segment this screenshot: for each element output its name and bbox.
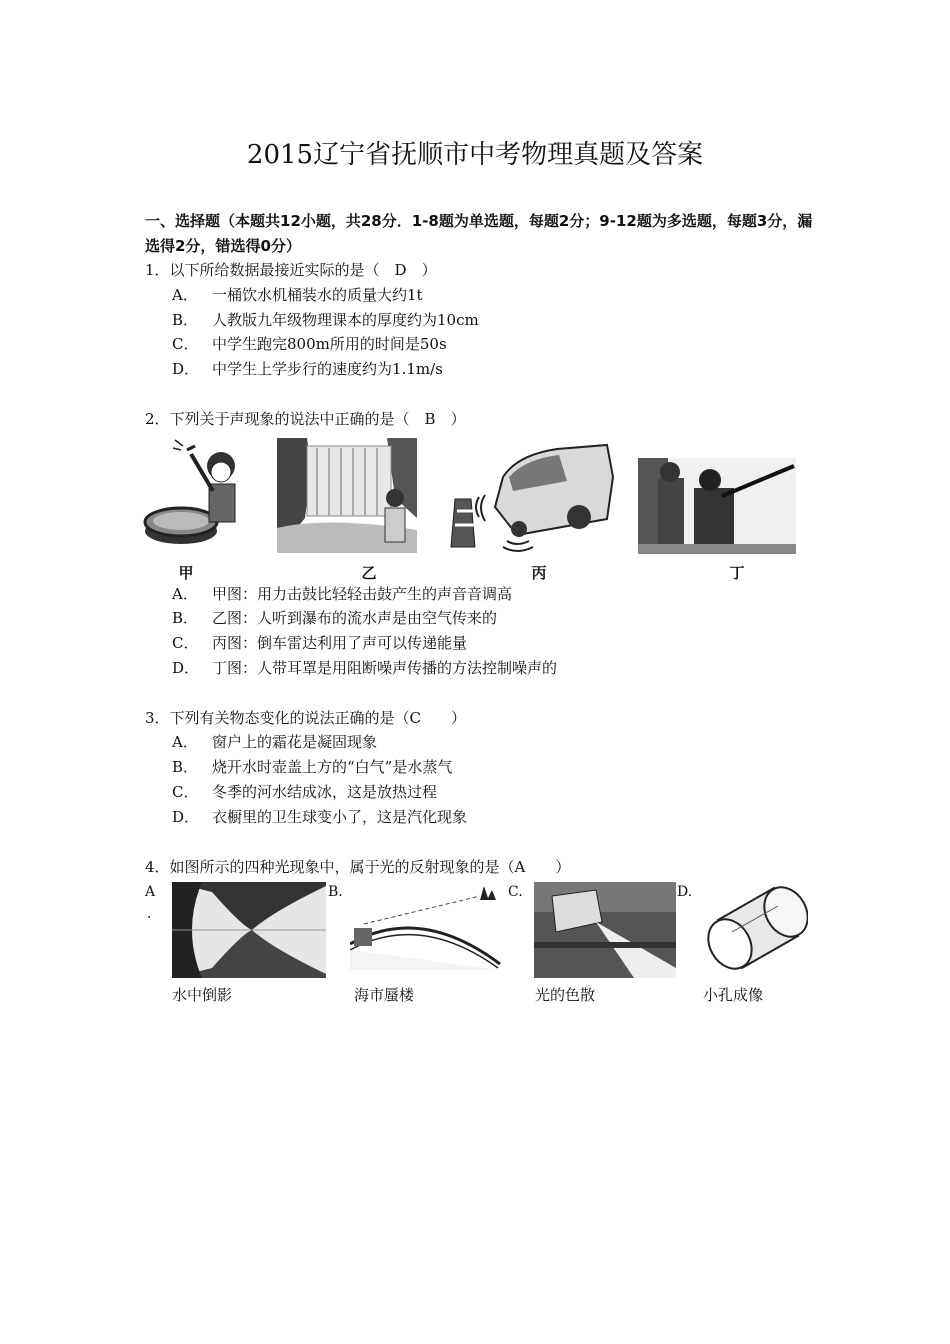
question-4-stem: 4．如图所示的四种光现象中，属于光的反射现象的是（A ） [145, 858, 571, 876]
question-2-stem: 2．下列关于声现象的说法中正确的是（ B ） [145, 410, 466, 428]
question-3-stem: 3．下列有关物态变化的说法正确的是（C ） [145, 709, 467, 727]
q1-option-b: B． 人教版九年级物理课本的厚度约为10cm [172, 311, 479, 329]
q2-option-a: A． 甲图：用力击鼓比轻轻击鼓产生的声音音调高 [172, 585, 513, 603]
question-1-stem: 1．以下所给数据最接近实际的是（ D ） [145, 261, 437, 279]
figure-caption-yi: 乙 [361, 564, 377, 582]
mirage-figure [350, 884, 506, 970]
q4-caption-a: 水中倒影 [172, 986, 233, 1004]
q3-option-d: D． 衣橱里的卫生球变小了，这是汽化现象 [172, 808, 468, 826]
water-reflection-figure [172, 882, 326, 978]
q4-label-d: D. [677, 884, 693, 900]
q4-label-a-dot: . [147, 906, 152, 922]
q4-caption-d: 小孔成像 [703, 986, 764, 1004]
page-title: 2015辽宁省抚顺市中考物理真题及答案 [246, 140, 704, 170]
figure-caption-bing: 丙 [531, 564, 547, 582]
figure-caption-ding: 丁 [729, 564, 745, 582]
q4-caption-c: 光的色散 [535, 986, 596, 1004]
q2-option-c: C． 丙图：倒车雷达利用了声可以传递能量 [172, 634, 468, 652]
q4-label-b: B. [328, 884, 343, 900]
q3-option-b: B． 烧开水时壶盖上方的“白气”是水蒸气 [172, 758, 453, 776]
waterfall-figure [277, 438, 417, 553]
q2-option-b: B． 乙图：人听到瀑布的流水声是由空气传来的 [172, 609, 498, 627]
q3-option-c: C． 冬季的河水结成冰，这是放热过程 [172, 783, 438, 801]
q2-option-d: D． 丁图：人带耳罩是用阻断噪声传播的方法控制噪声的 [172, 659, 558, 677]
dispersion-figure [534, 882, 676, 978]
q1-option-a: A． 一桶饮水机桶装水的质量大约1t [172, 286, 423, 304]
earmuff-shooter-figure [638, 458, 796, 554]
q1-option-c: C． 中学生跑完800m所用的时间是50s [172, 335, 447, 353]
q4-label-c: C. [508, 884, 523, 900]
q4-label-a: A [145, 884, 156, 900]
figure-caption-jia: 甲 [178, 564, 194, 582]
q1-option-d: D． 中学生上学步行的速度约为1.1m/s [172, 360, 443, 378]
pinhole-camera-figure [698, 880, 808, 978]
q4-caption-b: 海市蜃楼 [354, 986, 415, 1004]
car-radar-figure [447, 437, 615, 557]
section-heading: 一、选择题（本题共12小题，共28分．1-8题为单选题，每题2分；9-12题为多选题，每题3分，漏选得2分，错选得0分） [145, 212, 813, 255]
q3-option-a: A． 窗户上的霜花是凝固现象 [172, 733, 378, 751]
drum-figure [143, 436, 243, 551]
